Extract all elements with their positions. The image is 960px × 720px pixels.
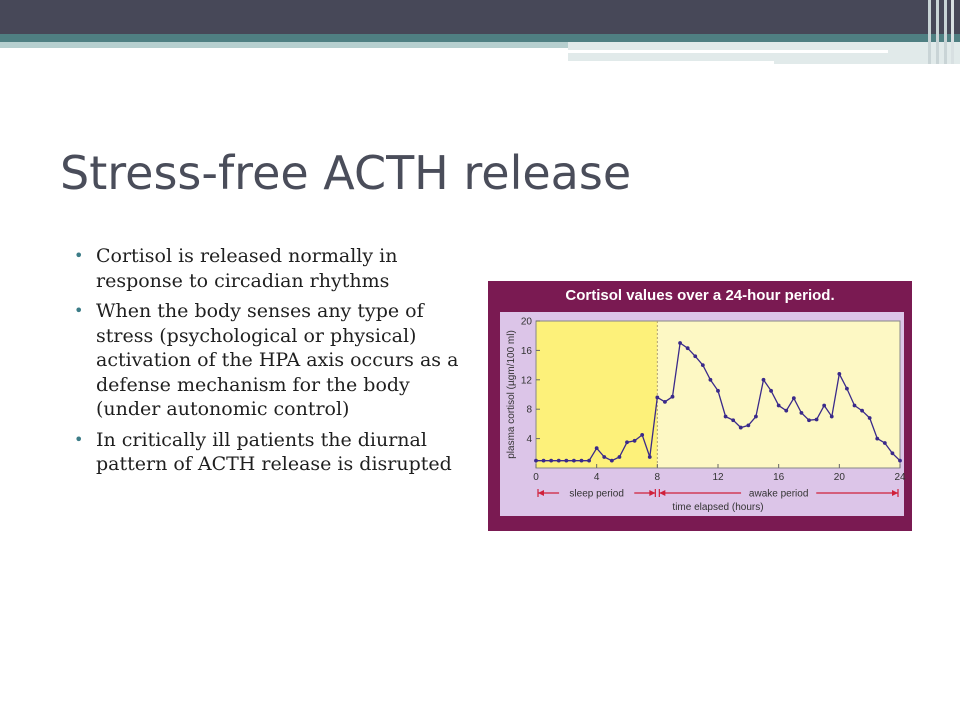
bullet-list — [74, 244, 466, 483]
x-tick-label: 24 — [894, 472, 906, 483]
y-tick-label: 8 — [526, 404, 532, 416]
y-tick-label: 12 — [520, 375, 532, 387]
data-point — [800, 411, 804, 415]
data-point — [724, 415, 728, 419]
data-point — [640, 433, 644, 437]
data-point — [822, 404, 826, 408]
data-point — [754, 415, 758, 419]
data-point — [564, 459, 568, 463]
data-point — [633, 439, 637, 443]
bullet-dot-icon: • — [74, 246, 84, 265]
x-tick-label: 8 — [654, 472, 661, 483]
bullet-item — [74, 299, 466, 422]
data-point — [602, 455, 606, 459]
data-point — [595, 446, 599, 450]
data-point — [777, 404, 781, 408]
data-point — [837, 372, 841, 376]
header-band-dark — [0, 0, 960, 34]
data-point — [868, 416, 872, 420]
data-point — [739, 426, 743, 430]
data-point — [534, 459, 538, 463]
data-point — [807, 418, 811, 422]
data-point — [648, 455, 652, 459]
x-tick-label: 16 — [773, 472, 785, 483]
bullet-dot-icon: • — [74, 429, 84, 449]
y-tick-label: 4 — [526, 434, 532, 446]
sleep-region — [537, 322, 658, 468]
slide-title: Stress-free ACTH release — [60, 146, 632, 200]
data-point — [845, 387, 849, 391]
data-point — [891, 451, 895, 455]
x-axis-label: time elapsed (hours) — [672, 502, 764, 513]
bullet-dot-icon: • — [74, 301, 84, 320]
bullet-text: In critically ill patients the diurnal pattern of ACTH release is disrupted — [96, 428, 452, 475]
header-vertical-stripe — [928, 0, 931, 64]
data-point — [655, 396, 659, 400]
data-point — [678, 341, 682, 345]
data-point — [853, 404, 857, 408]
data-point — [830, 415, 834, 419]
data-point — [587, 459, 591, 463]
sleep-period-label: sleep period — [569, 488, 624, 500]
awake-period-label: awake period — [748, 488, 809, 500]
data-point — [762, 378, 766, 382]
x-tick-label: 4 — [593, 472, 600, 483]
data-point — [693, 354, 697, 358]
header-band-teal — [0, 34, 960, 42]
x-tick-label: 12 — [712, 472, 724, 483]
bullet-item — [74, 428, 466, 477]
data-point — [625, 440, 629, 444]
data-point — [671, 395, 675, 399]
data-point — [746, 423, 750, 427]
cortisol-chart — [488, 281, 912, 531]
header-band-light — [0, 42, 568, 48]
data-point — [618, 455, 622, 459]
y-tick-label: 16 — [520, 345, 532, 357]
data-point — [686, 346, 690, 350]
data-point — [557, 459, 561, 463]
data-point — [549, 459, 553, 463]
x-tick-label: 20 — [833, 472, 845, 483]
y-tick-label: 20 — [520, 316, 532, 328]
data-point — [731, 418, 735, 422]
header-vertical-stripe — [936, 0, 939, 64]
data-point — [815, 418, 819, 422]
x-tick-label: 0 — [533, 472, 539, 483]
data-point — [860, 409, 864, 413]
data-point — [883, 441, 887, 445]
data-point — [898, 459, 902, 463]
header-band-white-line — [568, 50, 888, 53]
data-point — [784, 409, 788, 413]
data-point — [580, 459, 584, 463]
header-vertical-stripe — [944, 0, 947, 64]
data-point — [572, 459, 576, 463]
bullet-text: Cortisol is released normally in response to circadian rhythms — [96, 245, 398, 292]
header-vertical-stripe — [951, 0, 954, 64]
chart-canvas — [488, 281, 912, 531]
data-point — [792, 396, 796, 400]
data-point — [663, 400, 667, 404]
data-point — [542, 459, 546, 463]
data-point — [716, 389, 720, 393]
data-point — [701, 363, 705, 367]
chart-title: Cortisol values over a 24-hour period. — [565, 287, 835, 304]
data-point — [709, 378, 713, 382]
data-point — [769, 389, 773, 393]
bullet-text: When the body senses any type of stress (psychological or physical) activation of the HPA axis occurs as a defense mechanism for the body (under autonomic control) — [96, 300, 459, 420]
data-point — [875, 437, 879, 441]
header-band-white-line-short — [568, 61, 774, 65]
y-axis-label: plasma cortisol (µgm/100 ml) — [506, 330, 517, 459]
data-point — [610, 459, 614, 463]
bullet-item — [74, 244, 466, 293]
